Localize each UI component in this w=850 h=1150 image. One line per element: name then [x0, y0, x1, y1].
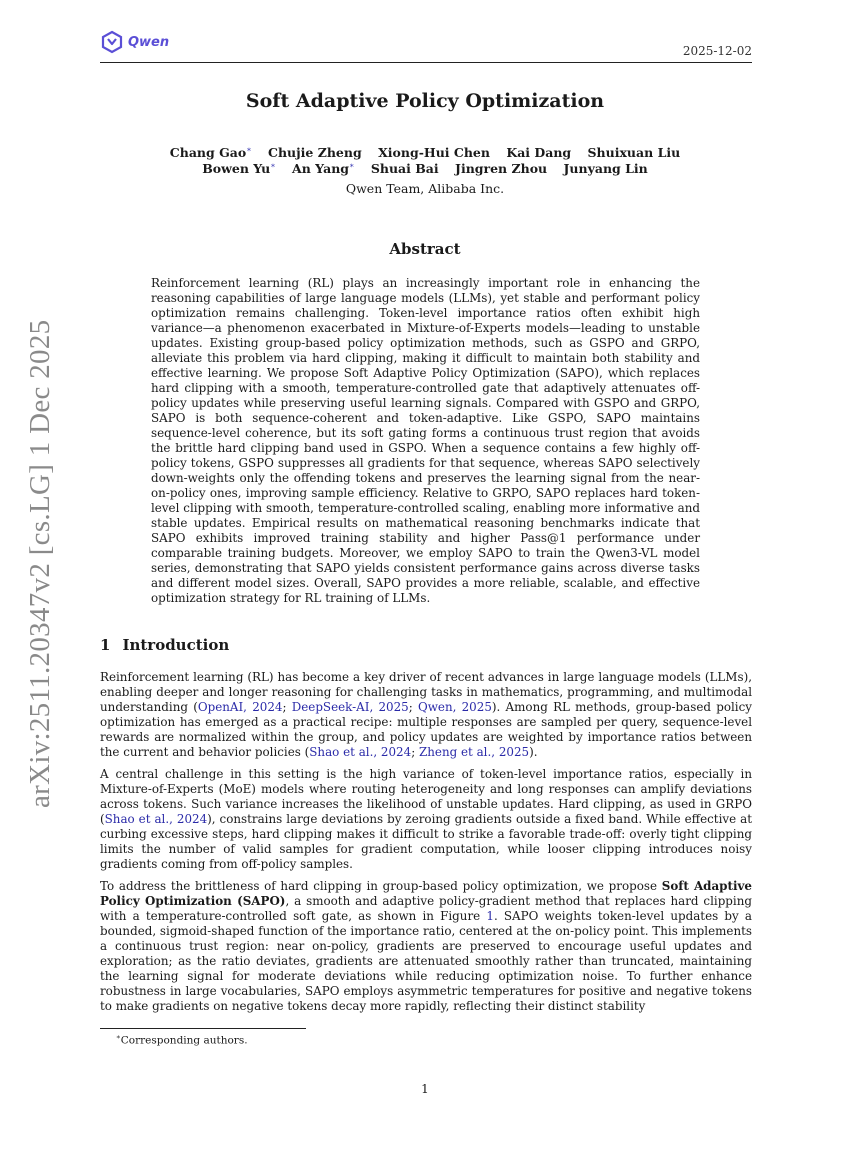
footnote-rule [100, 1028, 306, 1029]
abstract-heading: Abstract [389, 240, 461, 258]
citation-link[interactable]: Zheng et al., 2025 [418, 745, 530, 759]
author: Kai Dang [506, 145, 572, 161]
citation-link[interactable]: OpenAI, 2024 [197, 700, 283, 714]
section-number: 1 [100, 636, 111, 654]
author-line-2 [0, 161, 850, 176]
introduction-body [100, 670, 752, 1021]
section-title: Introduction [122, 636, 230, 654]
qwen-logo-icon [100, 30, 124, 54]
page-header [100, 28, 752, 63]
author: Chang Gao∗ [169, 145, 252, 161]
author: Shuai Bai [370, 161, 439, 177]
paragraph: To address the brittleness of hard clipping in group-based policy optimization, we propose Soft Adaptive Policy Optimization (SAPO), a smooth and adaptive policy-gradient method that replaces hard clipping with a temperature-controlled soft gate, as shown in Figure 1. SAPO weights token-level updates by a bounded, sigmoid-shaped function of the importance ratio, centered at the on-policy point. This implements a continuous trust region: near on-policy, gradients are preserved to encourage useful updates and exploration; as the ratio deviates, gradients are attenuated smoothly rather than truncated, maintaining the learning signal for moderate deviations while reducing optimization noise. To further enhance robustness in large vocabularies, SAPO employs asymmetric temperatures for positive and negative tokens to make gradients on negative tokens decay more rapidly, reflecting their distinct stability [100, 879, 753, 1013]
citation-link[interactable]: Shao et al., 2024 [309, 745, 412, 759]
author: Jingren Zhou [455, 161, 548, 177]
author-line-1 [0, 145, 850, 160]
qwen-logo [100, 28, 169, 56]
header-date: 2025-12-02 [682, 44, 752, 58]
paragraph: Reinforcement learning (RL) has become a key driver of recent advances in large language models (LLMs), enabling deeper and longer reasoning for challenging tasks in mathematics, programming, and multimodal understanding (OpenAI, 2024; DeepSeek-AI, 2025; Qwen, 2025). Among RL methods, group-based policy optimization has emerged as a practical recipe: multiple responses are sampled per query, sequence-level rewards are normalized within the group, and policy updates are weighted by importance ratios between the current and behavior policies (Shao et al., 2024; Zheng et al., 2025). [100, 670, 752, 759]
author: Xiong-Hui Chen [378, 145, 490, 161]
logo-text: Qwen [128, 34, 170, 50]
affiliation: Qwen Team, Alibaba Inc. [345, 181, 505, 196]
author: Bowen Yu∗ [202, 161, 276, 177]
author: Shuixuan Liu [587, 145, 681, 161]
method-name: Soft Adaptive Policy Optimization (SAPO) [100, 879, 752, 908]
citation-link[interactable]: DeepSeek-AI, 2025 [291, 700, 409, 714]
abstract-body: Reinforcement learning (RL) plays an increasingly important role in enhancing the reasoning capabilities of large language models (LLMs), yet stable and performant policy optimization remains challenging. Token-level importance ratios often exhibit high variance—a phenomenon exacerbated in Mixture-of-Experts models—leading to unstable updates. Existing group-based policy optimization methods, such as GSPO and GRPO, alleviate this problem via hard clipping, making it difficult to maintain both stability and effective learning. We propose Soft Adaptive Policy Optimization (SAPO), which replaces hard clipping with a smooth, temperature-controlled gate that adaptively attenuates off-policy updates while preserving useful learning signals. Compared with GSPO and GRPO, SAPO is both sequence-coherent and token-adaptive. Like GSPO, SAPO maintains sequence-level coherence, but its soft gating forms a continuous trust region that avoids the brittle hard clipping band used in GSPO. When a sequence contains a few highly off-policy tokens, GSPO suppresses all gradients for that sequence, whereas SAPO selectively down-weights only the offending tokens and preserves the learning signal from the near-on-policy ones, improving sample efficiency. Relative to GRPO, SAPO replaces hard token-level clipping with smooth, temperature-controlled scaling, enabling more informative and stable updates. Empirical results on mathematical reasoning benchmarks indicate that SAPO exhibits improved training stability and higher Pass@1 performance under comparable training budgets. Moreover, we employ SAPO to train the Qwen3-VL model series, demonstrating that SAPO yields consistent performance gains across diverse tasks and different model sizes. Overall, SAPO provides a more reliable, scalable, and effective optimization strategy for RL training of LLMs. [151, 276, 700, 605]
arxiv-stamp: arXiv:2511.20347v2 [cs.LG] 1 Dec 2025 [24, 319, 56, 808]
figure-link[interactable]: 1 [486, 909, 494, 923]
citation-link[interactable]: Qwen, 2025 [417, 700, 492, 714]
author: Chujie Zheng [268, 145, 362, 161]
citation-link[interactable]: Shao et al., 2024 [104, 812, 208, 826]
paper-title: Soft Adaptive Policy Optimization [245, 90, 605, 112]
paragraph: A central challenge in this setting is the high variance of token-level importance ratios, especially in Mixture-of-Experts (MoE) models where routing heterogeneity and long responses can amplify deviations across tokens. Such variance increases the likelihood of unstable updates. Hard clipping, as used in GRPO (Shao et al., 2024), constrains large deviations by zeroing gradients outside a fixed band. While effective at curbing excessive steps, hard clipping makes it difficult to strike a favorable trade-off: overly tight clipping limits the number of valid samples for gradient computation, while looser clipping introduces noisy gradients coming from off-policy samples. [100, 767, 752, 871]
section-heading-introduction [100, 636, 229, 654]
footnote: ∗Corresponding authors. [116, 1033, 248, 1047]
page-number: 1 [421, 1082, 429, 1096]
author: An Yang∗ [292, 161, 355, 177]
author: Junyang Lin [563, 161, 648, 177]
